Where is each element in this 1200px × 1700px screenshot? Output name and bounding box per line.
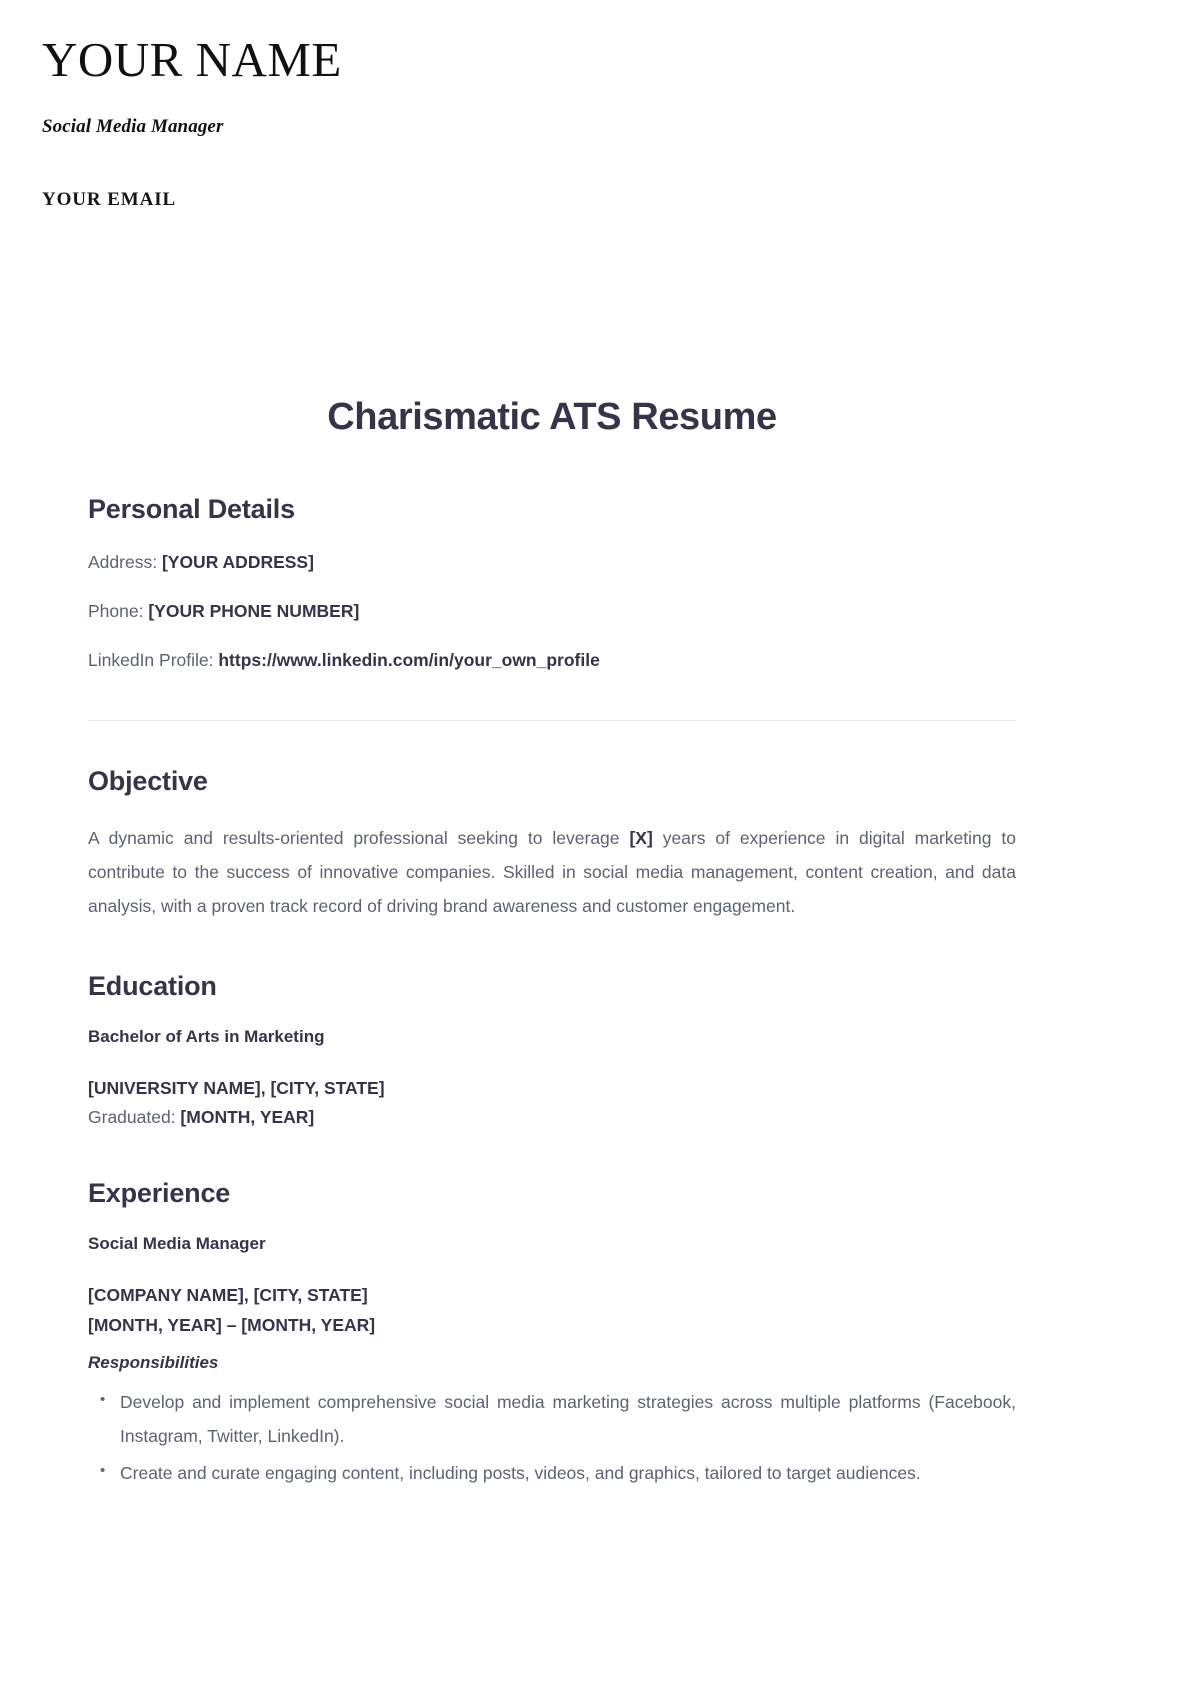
section-education: [88, 970, 1016, 1132]
linkedin-label: LinkedIn Profile:: [88, 650, 219, 671]
experience-job-title: Social Media Manager: [88, 1234, 266, 1254]
section-objective: [88, 765, 1016, 924]
linkedin-value[interactable]: https://www.linkedin.com/in/your_own_profile: [218, 650, 600, 671]
education-institution: [UNIVERSITY NAME], [CITY, STATE]: [88, 1077, 385, 1098]
letterhead-role: Social Media Manager: [42, 116, 224, 138]
address-label: Address:: [88, 551, 162, 572]
address-line: [88, 549, 1016, 575]
resume-document: [88, 395, 1016, 1493]
list-item: • Create and curate engaging content, including posts, videos, and graphics, tailored to target audiences.: [98, 1456, 1016, 1490]
letterhead-name: YOUR NAME: [42, 32, 342, 87]
objective-paragraph: [88, 821, 1016, 923]
experience-heading: Experience: [88, 1178, 231, 1209]
education-degree: Bachelor of Arts in Marketing: [88, 1026, 325, 1046]
objective-text-before: A dynamic and results-oriented professional seeking to leverage: [88, 828, 630, 849]
objective-heading: Objective: [88, 765, 208, 796]
objective-highlight: [X]: [629, 828, 653, 849]
responsibilities-list: [88, 1385, 1016, 1490]
phone-line: [88, 598, 1016, 624]
experience-company: [COMPANY NAME], [CITY, STATE]: [88, 1285, 368, 1306]
phone-value: [YOUR PHONE NUMBER]: [148, 601, 360, 622]
education-graduated-label: Graduated:: [88, 1106, 181, 1127]
education-graduated-line: [88, 1104, 1016, 1131]
education-heading: Education: [88, 970, 217, 1001]
responsibilities-label: Responsibilities: [88, 1352, 219, 1372]
objective-text-after: years of experience in digital marketing to contribute to the success of innovative companies. Skilled in social media management, content creation, and data analysis, with a proven track record of driving brand awareness and customer engagement.: [88, 828, 1016, 917]
letterhead-email: YOUR EMAIL: [42, 189, 177, 211]
personal-details-heading: Personal Details: [88, 493, 295, 524]
section-divider: [88, 720, 1016, 721]
linkedin-line: [88, 647, 1016, 673]
section-personal-details: [88, 493, 1016, 674]
experience-dates: [MONTH, YEAR] – [MONTH, YEAR]: [88, 1314, 376, 1335]
phone-label: Phone:: [88, 601, 149, 622]
letterhead: [42, 34, 942, 211]
address-value: [YOUR ADDRESS]: [161, 551, 314, 572]
page-title: Charismatic ATS Resume: [327, 396, 777, 438]
list-item: • Develop and implement comprehensive social media marketing strategies across multiple platforms (Facebook, Instagram, Twitter, LinkedIn).: [98, 1385, 1016, 1453]
section-experience: [88, 1177, 1016, 1490]
education-graduated-value: [MONTH, YEAR]: [180, 1106, 315, 1127]
